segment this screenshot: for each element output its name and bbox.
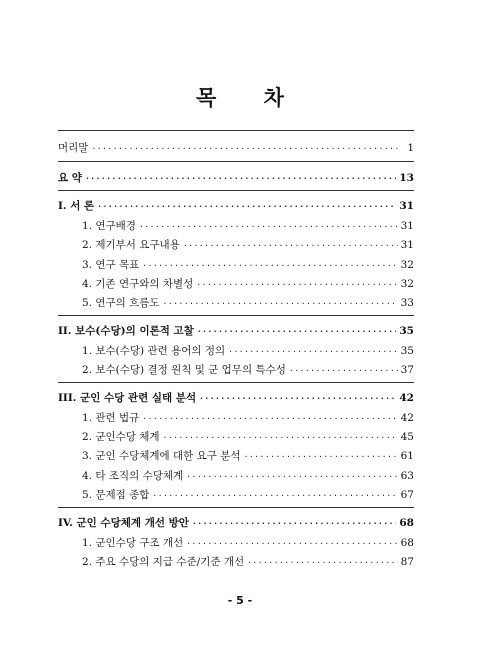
toc-entry-page: 68 [399, 517, 414, 529]
dot-leader [197, 325, 397, 339]
dot-leader [247, 556, 398, 570]
dot-leader [228, 345, 397, 359]
divider [58, 130, 414, 131]
toc-entry-label: 4. 타 조직의 수당체계 [82, 470, 184, 482]
toc-entry[interactable] [58, 449, 414, 464]
toc-entry[interactable] [58, 296, 414, 311]
toc-entry-label: 3. 군인 수당체계에 대한 요구 분석 [82, 450, 241, 462]
toc-entry-page: 42 [399, 392, 414, 404]
toc-entry-page: 35 [399, 325, 414, 337]
page-title: 목 차 [196, 85, 304, 110]
dot-leader [91, 142, 401, 156]
toc-entry[interactable] [58, 277, 414, 292]
toc-chapter-2[interactable] [58, 324, 414, 339]
section-divider [58, 382, 414, 383]
toc-chapter-4[interactable] [58, 516, 414, 531]
toc-entry-label: 머리말 [58, 142, 89, 154]
toc-entry-summary[interactable] [58, 171, 414, 186]
toc-entry-label: 5. 문제점 종합 [82, 489, 150, 501]
dot-leader [186, 537, 397, 551]
toc-entry-page: 67 [400, 489, 414, 501]
toc-entry-label: 1. 보수(수당) 관련 용어의 정의 [82, 345, 226, 357]
toc-entry[interactable] [58, 536, 414, 551]
toc-entry-page: 45 [400, 431, 414, 443]
dot-leader [196, 278, 397, 292]
toc-entry-label: 5. 연구의 흐름도 [82, 297, 160, 309]
toc-entry-label: 1. 관련 법규 [82, 412, 140, 424]
toc-entry-label: 3. 연구 목표 [82, 259, 140, 271]
toc-entry-label: 2. 제기부서 요구내용 [82, 239, 180, 251]
dot-leader [199, 392, 396, 406]
toc-entry-label: 2. 군인수당 체계 [82, 431, 160, 443]
section-divider [58, 161, 414, 162]
section-divider [58, 507, 414, 508]
dot-leader [244, 450, 398, 464]
dot-leader [142, 412, 397, 426]
toc-entry-page: 61 [400, 450, 414, 462]
toc-entry-label: 4. 기존 연구와의 차별성 [82, 278, 194, 290]
toc-entry[interactable] [58, 555, 414, 570]
toc-entry[interactable] [58, 411, 414, 426]
toc-entry-preface[interactable] [58, 141, 414, 156]
toc-entry-label: II. 보수(수당)의 이론적 고찰 [58, 325, 194, 337]
toc-entry-label: IV. 군인 수당체계 개선 방안 [58, 517, 189, 529]
toc-entry-label: 1. 연구배경 [82, 220, 136, 232]
dot-leader [142, 259, 397, 273]
toc-entry[interactable] [58, 238, 414, 253]
toc-chapter-3[interactable] [58, 391, 414, 406]
toc-entry-label: 1. 군인수당 구조 개선 [82, 537, 184, 549]
toc-entry-page: 35 [400, 345, 414, 357]
toc-entry-page: 63 [400, 470, 414, 482]
toc-entry-label: 요 약 [58, 172, 82, 184]
toc-entry[interactable] [58, 469, 414, 484]
toc-entry[interactable] [58, 219, 414, 234]
dot-leader [183, 239, 398, 253]
toc-chapter-1[interactable] [58, 199, 414, 214]
toc-entry-page: 1 [407, 142, 414, 154]
toc-entry-page: 13 [399, 172, 414, 184]
toc-entry-page: 33 [400, 297, 414, 309]
toc-entry-label: III. 군인 수당 관련 실태 분석 [58, 392, 197, 404]
dot-leader [97, 200, 396, 214]
toc-entry-label: 2. 보수(수당) 결정 원칙 및 군 업무의 특수성 [82, 364, 286, 376]
dot-leader [163, 297, 398, 311]
section-divider [58, 190, 414, 191]
toc-entry-page: 31 [400, 220, 414, 232]
dot-leader [152, 489, 397, 503]
toc-entry[interactable] [58, 344, 414, 359]
dot-leader [192, 517, 396, 531]
page-number: - 5 - [227, 594, 253, 607]
dot-leader [186, 470, 397, 484]
toc-entry-page: 32 [400, 278, 414, 290]
toc-entry[interactable] [58, 258, 414, 273]
toc-entry-page: 37 [400, 364, 414, 376]
toc-entry-page: 31 [399, 200, 414, 212]
toc-entry[interactable] [58, 363, 414, 378]
toc-entry-page: 87 [400, 556, 414, 568]
toc-entry-page: 31 [400, 239, 414, 251]
toc-entry-label: I. 서 론 [58, 200, 95, 212]
toc-entry-page: 42 [400, 412, 414, 424]
toc-entry[interactable] [58, 430, 414, 445]
toc-entry-page: 68 [400, 537, 414, 549]
dot-leader [139, 220, 398, 234]
dot-leader [289, 364, 398, 378]
toc-entry-label: 2. 주요 수당의 지급 수준/기준 개선 [82, 556, 245, 568]
dot-leader [163, 431, 398, 445]
toc-entry-page: 32 [400, 259, 414, 271]
dot-leader [85, 172, 396, 186]
toc-entry[interactable] [58, 488, 414, 503]
section-divider [58, 315, 414, 316]
